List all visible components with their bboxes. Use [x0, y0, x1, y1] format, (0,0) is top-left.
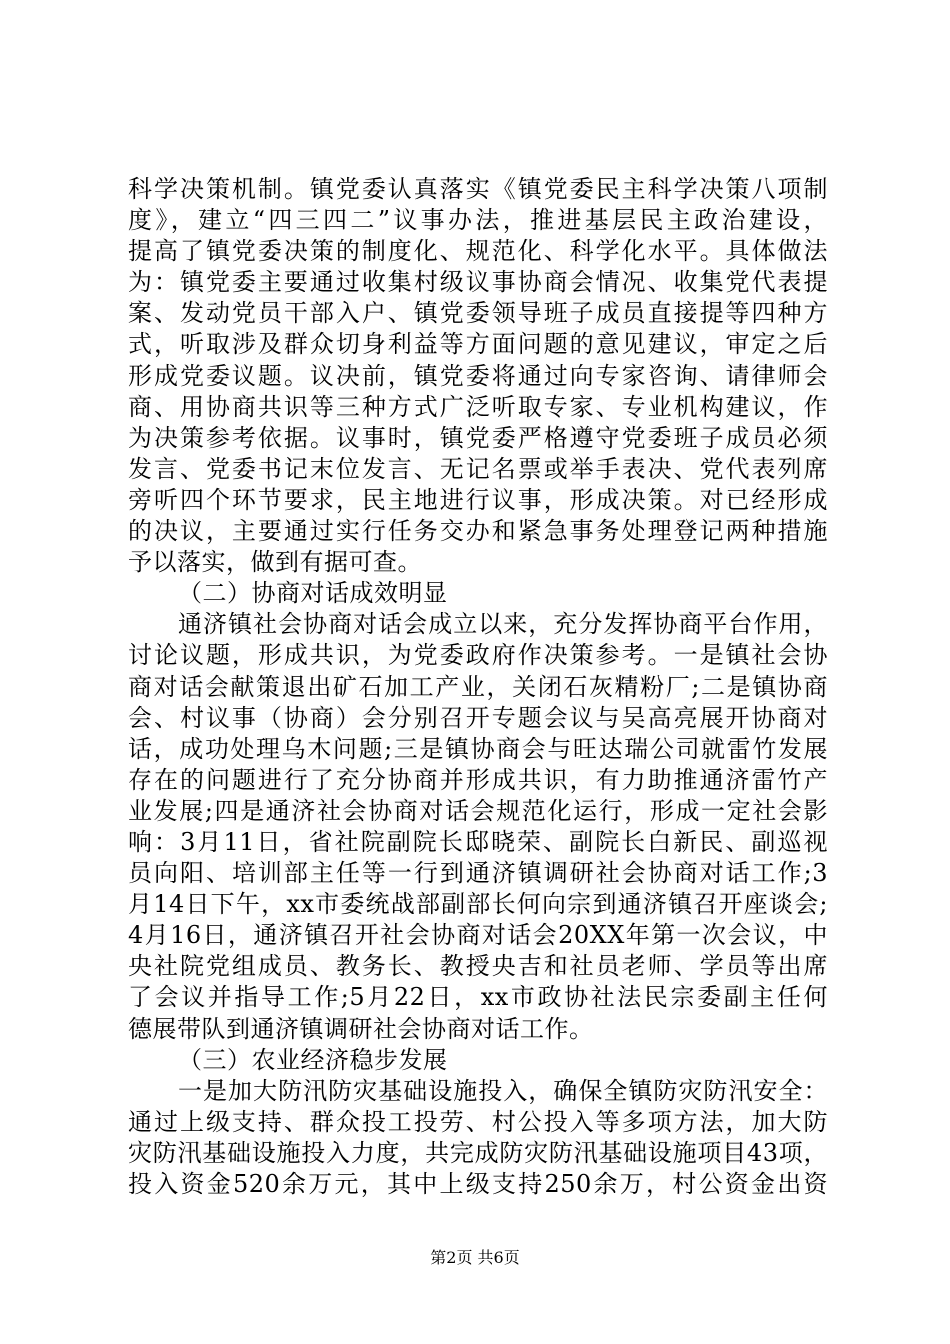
document-body	[128, 174, 828, 1200]
text-line: 讨论议题，形成共识，为党委政府作决策参考。一是镇社会协	[128, 641, 828, 670]
text-line: 通济镇社会协商对话会成立以来，充分发挥协商平台作用，	[178, 610, 828, 639]
text-line: 的决议，主要通过实行任务交办和紧急事务处理登记两种措施	[128, 517, 828, 546]
text-line: 旁听四个环节要求，民主地进行议事，形成决策。对已经形成	[128, 485, 828, 514]
section-heading: （三）农业经济稳步发展	[178, 1045, 448, 1074]
section-heading: （二）协商对话成效明显	[178, 579, 448, 608]
text-line: 投入资金520余万元，其中上级支持250余万，村公资金出资	[128, 1170, 828, 1198]
text-line: 4月16日，通济镇召开社会协商对话会20XX年第一次会议，中	[128, 921, 828, 950]
text-line: 提高了镇党委决策的制度化、规范化、科学化水平。具体做法	[128, 237, 828, 266]
text-line: 会、村议事（协商）会分别召开专题会议与吴高亮展开协商对	[128, 703, 828, 732]
text-line: 形成党委议题。议决前，镇党委将通过向专家咨询、请律师会	[128, 361, 828, 390]
text-line: 话，成功处理乌木问题;三是镇协商会与旺达瑞公司就雷竹发展	[128, 734, 828, 763]
text-line: 予以落实，做到有据可查。	[128, 548, 422, 577]
text-line: 商对话会献策退出矿石加工产业，关闭石灰精粉厂;二是镇协商	[128, 672, 828, 701]
text-line: 发言、党委书记末位发言、无记名票或举手表决、党代表列席	[128, 454, 828, 483]
text-line: 央社院党组成员、教务长、教授央吉和社员老师、学员等出席	[128, 952, 828, 981]
text-line: 德展带队到通济镇调研社会协商对话工作。	[128, 1014, 594, 1043]
text-line: 为决策参考依据。议事时，镇党委严格遵守党委班子成员必须	[128, 423, 828, 452]
text-line: 存在的问题进行了充分协商并形成共识，有力助推通济雷竹产	[128, 765, 828, 794]
text-line: 通过上级支持、群众投工投劳、村公投入等多项方法，加大防	[128, 1107, 828, 1136]
text-line: 一是加大防汛防灾基础设施投入，确保全镇防灾防汛安全：	[178, 1076, 828, 1105]
text-line: 灾防汛基础设施投入力度，共完成防灾防汛基础设施项目43项，	[128, 1138, 828, 1167]
page-footer: 第2页 共6页	[430, 1248, 520, 1267]
text-line: 了会议并指导工作;5月22日，xx市政协社法民宗委副主任何	[128, 983, 828, 1012]
text-line: 科学决策机制。镇党委认真落实《镇党委民主科学决策八项制	[128, 175, 828, 203]
text-line: 业发展;四是通济社会协商对话会规范化运行，形成一定社会影	[128, 796, 828, 825]
text-line: 商、用协商共识等三种方式广泛听取专家、专业机构建议，作	[128, 392, 828, 421]
text-line: 响：3月11日，省社院副院长邸晓荣、副院长白新民、副巡视	[128, 827, 828, 856]
text-line: 案、发动党员干部入户、镇党委领导班子成员直接提等四种方	[128, 299, 828, 328]
text-line: 式，听取涉及群众切身利益等方面问题的意见建议，审定之后	[128, 330, 828, 359]
text-line: 月14日下午，xx市委统战部副部长何向宗到通济镇召开座谈会;	[128, 890, 828, 919]
text-line: 为：镇党委主要通过收集村级议事协商会情况、收集党代表提	[128, 268, 828, 297]
text-line: 员向阳、培训部主任等一行到通济镇调研社会协商对话工作;3	[128, 859, 828, 888]
text-line: 度》，建立“四三四二”议事办法，推进基层民主政治建设，	[128, 206, 828, 235]
